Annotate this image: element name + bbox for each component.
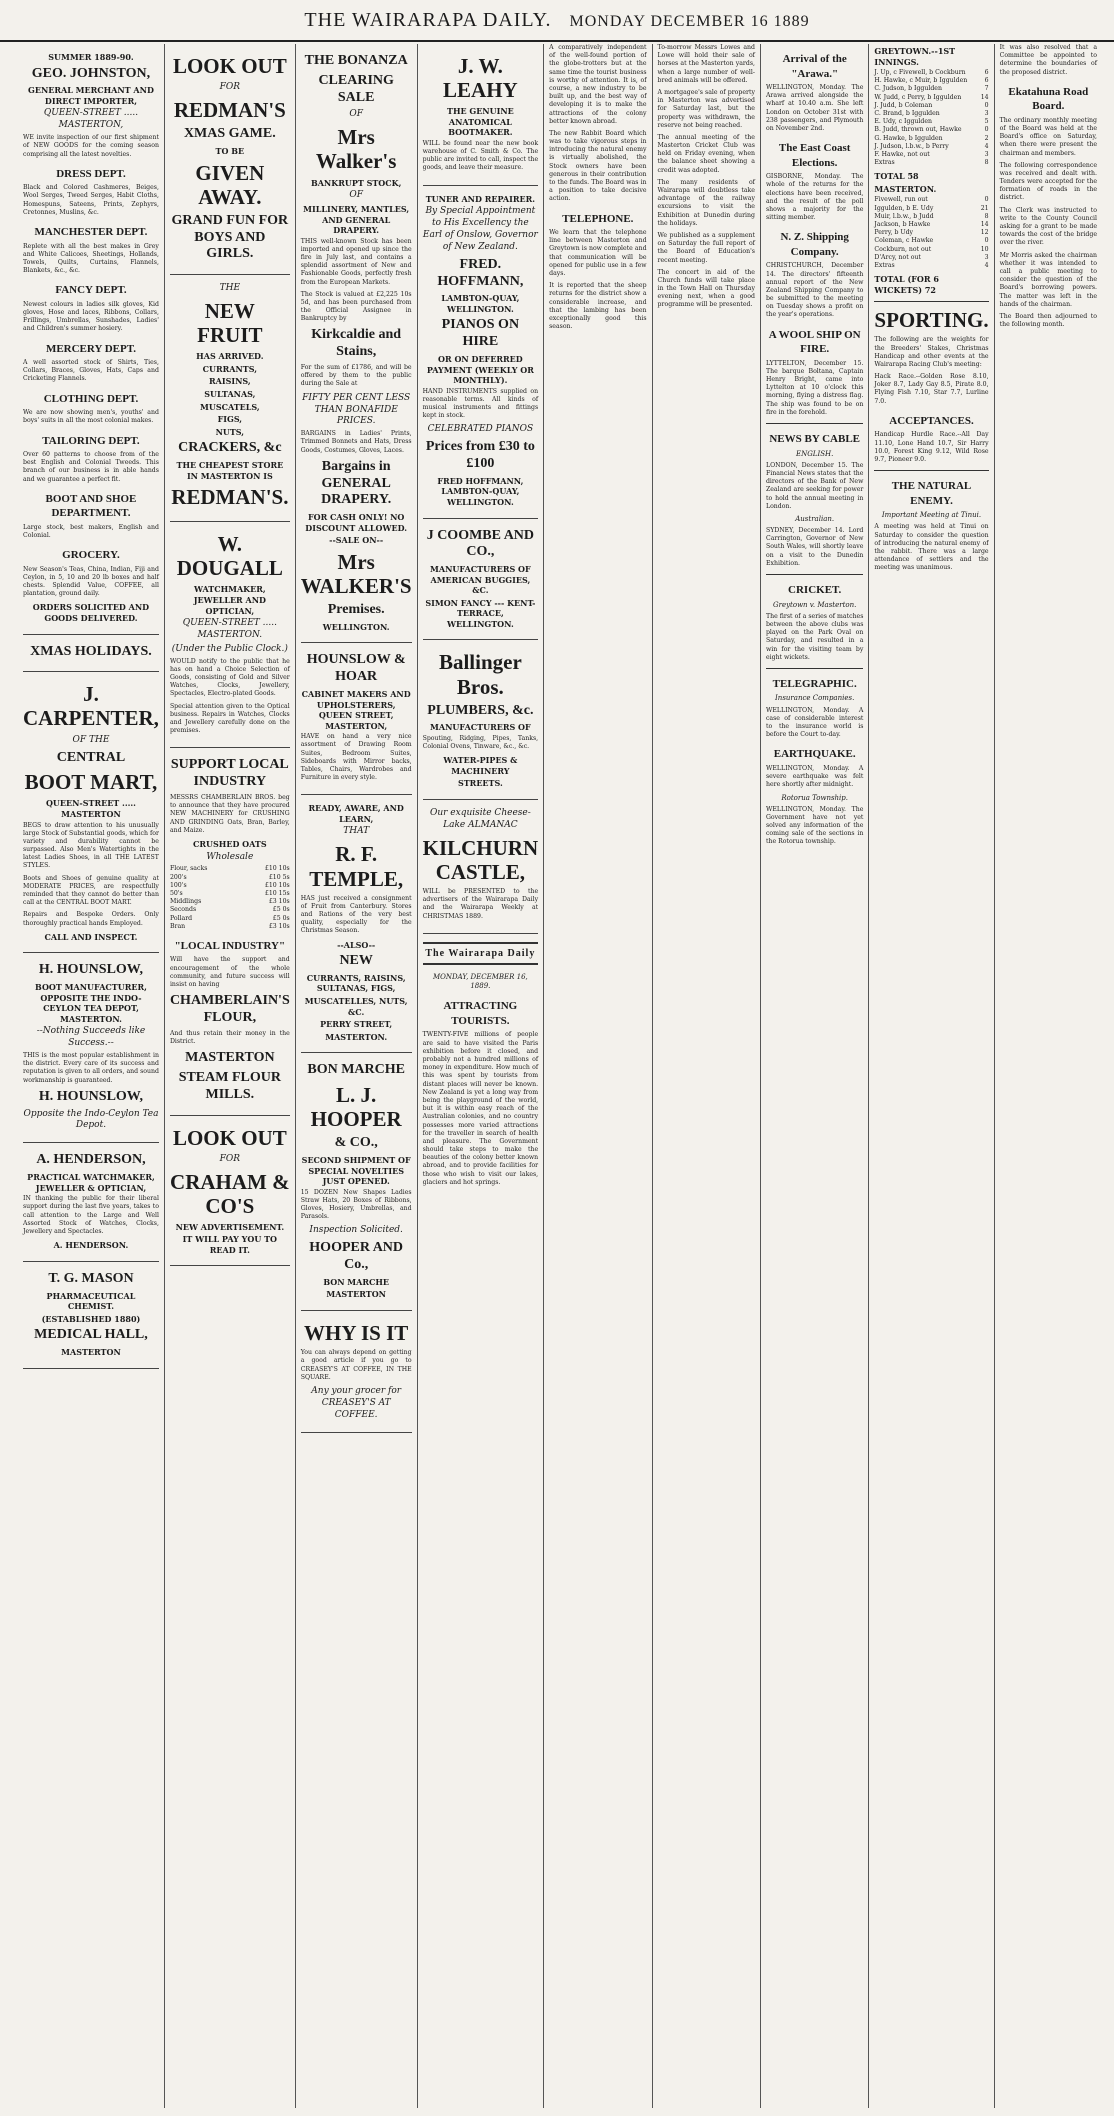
ad-place: QUEEN-STREET ..... MASTERTON,	[43, 108, 139, 131]
article-text: The Clerk was instructed to write to the County Council asking for a grant to be made towards the cost of the bridge over the river.	[999, 206, 1098, 247]
sporting-heading: SPORTING.	[874, 308, 989, 333]
score-row: F. Hawke, not out 3	[874, 150, 989, 158]
ad-grand-fun: GRAND FUN FOR BOYS AND GIRLS.	[171, 212, 289, 262]
ad-name: L. J. HOOPER	[310, 1083, 402, 1132]
ad-bon-marche2: BON MARCHE	[323, 1276, 390, 1287]
ad-lookout: LOOK OUT	[172, 54, 287, 78]
ad-text: Spouting, Ridging, Pipes, Tanks, Colonial Ovens, Tinware, &c., &c.	[422, 735, 539, 751]
ad-musc: MUSCATELLES, NUTS, &C.	[304, 996, 408, 1017]
article-text: CHRISTCHURCH, December 14. The directors' fifteenth annual report of the New Zealand Shipping Company to be submitted to the meeting on Tuesday shows a profit on the year's operations.	[765, 262, 864, 319]
ad-hall: MEDICAL HALL,	[34, 1327, 148, 1343]
ad-kilchurn: KILCHURN CASTLE,	[422, 835, 539, 884]
ad-name: J. CARPENTER,	[23, 682, 159, 731]
score-row: Extras 8	[874, 159, 989, 167]
ad-xmas-holidays	[23, 635, 159, 673]
score-row: Perry, b Udy 12	[874, 229, 989, 237]
ad-role: THE GENUINE ANATOMICAL BOOTMAKER.	[446, 106, 514, 138]
ad-flour-name: CHAMBERLAIN'S FLOUR,	[169, 993, 290, 1025]
divider	[766, 574, 863, 575]
column-8	[869, 44, 994, 2108]
column-2	[165, 44, 296, 2108]
newspaper-title: THE WAIRARAPA DAILY.	[304, 9, 552, 31]
nameplate-date: MONDAY, DECEMBER 16, 1889.	[432, 972, 528, 991]
article-text: To-morrow Messrs Lowes and Lowe will hold their sale of horses at the Masterton yards, when a large number of well-bred animals will be offered.	[657, 44, 755, 84]
ad-role: Opposite the Indo-Ceylon Tea Depot.	[23, 1108, 159, 1131]
score-row: Fivewell, run out 0	[874, 196, 989, 204]
section-text: Black and Colored Cashmeres, Beiges, Wool Serges, Tweed Serges, Habit Cloths, Homespuns, Sateens, Prints, Zephyrs, Cretonnes, Muslins, &c.	[23, 184, 159, 216]
article-subheading: Australian.	[795, 514, 835, 523]
fruit-item: SULTANAS,	[204, 388, 256, 399]
section-text: We are now showing men's, youths' and boys' suits in all the most colonial makes.	[23, 409, 159, 425]
divider	[766, 423, 863, 424]
article-subheading: Greytown v. Masterton.	[773, 600, 857, 609]
section-heading: GROCERY.	[62, 549, 120, 562]
article-text: The following are the weights for the Breeders' Stakes, Christmas Handicap and other events at the Wairarapa Racing Club's meeting:	[874, 336, 989, 368]
section-text: A well assorted stock of Shirts, Ties, Collars, Braces, Gloves, Hats, Caps and Cricketing Flannels.	[23, 359, 159, 383]
article-text: WELLINGTON, Monday. A case of considerable interest to the insurance world is before the Court to-day.	[765, 706, 864, 739]
score-row: Iggulden, b E. Udy 21	[874, 204, 989, 212]
section-text: New Season's Teas, China, Indian, Fiji and Ceylon, in 5, 10 and 20 lb boxes and half chests. Splendid Value, COFFEE, all plantation, ground daily.	[23, 565, 159, 598]
ad-signature: A. HENDERSON.	[53, 1240, 129, 1251]
price-row: Bran £3 10s	[169, 922, 290, 930]
ad-text: THIS well-known Stock has been imported and opened up since the fire in July last, and contains a splendid assortment of New and Fashionable Goods, perfectly fresh from the European Markets.	[300, 237, 412, 286]
price-row: 200's £10 5s	[169, 873, 290, 881]
section-heading: MANCHESTER DEPT.	[34, 226, 148, 239]
ad-fifty: FIFTY PER CENT LESS THAN BONAFIDE PRICES.	[302, 392, 411, 427]
ad-co: & CO.,	[334, 1135, 378, 1151]
article-text: The following correspondence was received and dealt with. Tenders were accepted for the formation of roads in the district.	[999, 161, 1098, 202]
ad-name: GEO. JOHNSTON,	[31, 65, 151, 81]
ad-clearing: CLEARING SALE	[318, 72, 394, 105]
article-subheading: Insurance Companies.	[775, 694, 855, 703]
section-text: Newest colours in ladies silk gloves, Kid gloves, Hose and laces, Ribbons, Collars, Frillings, Umbrellas, Sunshades, Ladies' and Children's summer hosiery.	[23, 300, 159, 333]
article-subheading: Rotorua Township.	[781, 793, 848, 802]
score-row: W. Judd, c Perry, b Iggulden 14	[874, 93, 989, 101]
editorial-text: TWENTY-FIVE millions of people are said to have visited the Paris exhibition before it closed, and probably not a hundred millions of money in expenditure. How much of this was spent by tourists from distant places will never be known. New Zealand is yet a long way from being the playground of the world, but it is within easy reach of the Australian colonies, and no country possesses more varied attractions for the traveller in search of health and pleasure. The Government should take steps to make the beauties of the colony better known abroad, and to provide facilities for those who wish to visit our lakes, glaciers and hot springs.	[422, 1031, 539, 1186]
article-heading: Ekatahuna Road Board.	[1008, 85, 1089, 113]
ad-walker: Mrs Walker's	[315, 125, 397, 174]
ad-bankrupt: BANKRUPT STOCK,	[310, 177, 402, 188]
ad-new: NEW	[339, 953, 373, 969]
ad-hooper-name: HOOPER AND Co.,	[309, 1240, 404, 1273]
ad-name: J. W. LEAHY	[443, 54, 518, 103]
ad-place: MASTERTON	[326, 1289, 386, 1300]
column-5	[544, 44, 652, 2108]
column-7	[761, 44, 869, 2108]
article-text: LONDON, December 15. The Financial News states that the directors of the Bank of New Zealand are seeking for power to hold the annual meeting in London.	[765, 461, 864, 510]
ad-text: IN thanking the public for their liberal support during the last five years, takes to call attention to the Large and Well Assorted Stock of Watches, Clocks, Jewellery and Spectacles.	[23, 1195, 159, 1235]
ad-redmans-game	[170, 44, 290, 275]
ad-text: Will have the support and encouragement of the whole community, and future success will insist on having	[169, 956, 290, 988]
ad-place: QUEEN-STREET ..... MASTERTON.	[182, 618, 277, 640]
article-text: The Board then adjourned to the following month.	[999, 312, 1098, 329]
ad-for: FOR	[219, 1153, 241, 1164]
ad-craham-title: CRAHAM & CO'S	[170, 1169, 290, 1218]
ad-cheapest: THE CHEAPEST STORE IN MASTERTON IS	[176, 459, 284, 481]
column-3	[296, 44, 418, 2108]
ad-tel: FRED HOFFMANN, LAMBTON-QUAY, WELLINGTON.	[437, 475, 524, 507]
ad-henderson	[23, 1143, 159, 1261]
ad-bonanza	[301, 44, 412, 643]
scorecard-heading: MASTERTON.	[874, 183, 937, 194]
masthead	[0, 0, 1114, 42]
ad-new-adv: NEW ADVERTISEMENT.	[175, 1221, 285, 1232]
ad-role: MANUFACTURERS OF AMERICAN BUGGIES, &C.	[430, 564, 531, 596]
ad-premises: Premises.	[327, 602, 385, 618]
score-row: Cockburn, not out 10	[874, 245, 989, 253]
score-row: Jackson, b Hawke 14	[874, 221, 989, 228]
fruit-item: NUTS,	[215, 426, 245, 437]
ad-water: WATER-PIPES & MACHINERY	[443, 755, 518, 776]
ad-text: MESSRS CHAMBERLAIN BROS. beg to announce that they have procured NEW MACHINERY for CRUSHING AND GRINDING Oats, Bran, Barley, and Maize.	[169, 794, 290, 834]
article-heading: CRICKET.	[788, 584, 842, 597]
newspaper-date: MONDAY DECEMBER 16 1889	[569, 13, 810, 30]
ad-text: Boots and Shoes of genuine quality at MODERATE PRICES, are respectfully reminded that they cannot do better than call at the CENTRAL BOOT MART.	[23, 874, 159, 907]
article-text: A mortgagee's sale of property in Masterton was advertised for Saturday last, but the property was withdrawn, the reserve not being reached.	[657, 88, 755, 129]
ad-name: R. F. TEMPLE,	[309, 842, 404, 891]
score-row: Coleman, c Hawke 0	[874, 237, 989, 245]
ad-text: For the sum of £1786, and will be offered by them to the public during the Sale at	[300, 364, 412, 388]
article-text: The ordinary monthly meeting of the Board was held at the Board's office on Saturday, when there were present the chairman and members.	[999, 116, 1098, 157]
ad-redmans2: REDMAN'S.	[171, 485, 289, 510]
article-text: It is reported that the sheep returns for the district show a considerable increase, and that the lambing has been exceptionally good this season.	[549, 282, 647, 331]
ad-crackers: CRACKERS, &c	[178, 440, 282, 456]
divider	[874, 301, 988, 302]
ad-note: (Under the Public Clock.)	[171, 643, 288, 654]
ad-name: H. HOUNSLOW,	[38, 1088, 144, 1104]
article-subheading: Important Meeting at Tinui.	[881, 511, 982, 520]
ad-ready: READY, AWARE, AND LEARN,	[308, 803, 404, 824]
ad-or: OR ON DEFERRED PAYMENT (WEEKLY OR MONTHLY).	[426, 354, 534, 386]
newspaper-nameplate: The Wairarapa Daily	[423, 942, 539, 965]
scorecard-greytown	[874, 69, 988, 167]
article-heading: ACCEPTANCES.	[889, 414, 974, 427]
ad-kirkcaldie: Kirkcaldie and Stains,	[311, 327, 402, 360]
ad-almanac	[423, 800, 539, 934]
score-row: E. Udy, c Iggulden 5	[874, 118, 989, 126]
ad-text: You can always depend on getting a good article if you go to CREASEY'S AT COFFEE, IN THE SQUARE.	[300, 1349, 412, 1381]
ad-ans: Any your grocer for CREASEY'S AT COFFEE.	[311, 1385, 402, 1420]
ad-inspection: Inspection Solicited.	[309, 1225, 403, 1236]
ad-hooper	[301, 1053, 412, 1311]
column-9	[995, 44, 1102, 2108]
ad-place: LAMBTON-QUAY, WELLINGTON.	[441, 293, 520, 314]
scorecard-heading: GREYTOWN.--1ST INNINGS.	[874, 46, 956, 67]
price-row: 100's £10 10s	[169, 881, 290, 889]
ad-note: --Nothing Succeeds like Success.--	[36, 1026, 146, 1049]
divider	[766, 668, 863, 669]
ad-text: Special attention given to the Optical business. Repairs in Watches, Clocks and Jewellery carefully done on the premises.	[169, 702, 290, 735]
ad-celebrated: CELEBRATED PIANOS	[427, 424, 534, 435]
score-row: J. Up, c Fivewell, b Cockburn 6	[874, 69, 989, 77]
score-total: TOTAL (FOR 6 WICKETS) 72	[874, 274, 939, 295]
ad-text: HAS just received a consignment of Fruit from Canterbury. Stores and Rations of the very best quality, especially for the Christmas Season.	[300, 894, 412, 935]
article-heading: NEWS BY CABLE	[769, 433, 861, 445]
score-row: G. Hawke, b Iggulden 2	[874, 134, 989, 142]
editorial-heading: ATTRACTING TOURISTS.	[443, 1000, 518, 1027]
score-row: B. Judd, thrown out, Hawke 0	[874, 126, 989, 134]
article-heading: N. Z. Shipping Company.	[780, 231, 849, 258]
ad-bonanza-title: THE BONANZA	[304, 53, 408, 68]
article-text: WELLINGTON, Monday. A severe earthquake was felt here shortly after midnight.	[765, 764, 864, 789]
score-row: Muir, l.b.w., b Judd 8	[874, 212, 989, 220]
price-list-title: Wholesale	[206, 851, 254, 862]
section-text: Over 60 patterns to choose from of the best English and Colonial Tweeds. This branch of our business is in able hands and we guarantee a perfect fit.	[23, 451, 159, 483]
article-text: The first of a series of matches between the above clubs was played on the Park Oval on Saturday, and resulted in a win for the visiting team by eight wickets.	[765, 612, 864, 661]
ad-name: W. DOUGALL	[176, 532, 283, 581]
ad-also: --ALSO--	[337, 939, 376, 950]
ad-name: Ballinger Bros.	[438, 650, 522, 699]
ad-place: MASTERTON.	[325, 1031, 388, 1042]
score-row: Extras 4	[874, 261, 989, 269]
ad-masterton: MASTERTON	[185, 1050, 275, 1066]
ad-role: PRACTICAL WATCHMAKER, JEWELLER & OPTICIAN,	[27, 1172, 155, 1193]
article-text: We published as a supplement on Saturday the full report of the Board of Education's recent meeting.	[657, 231, 755, 264]
ad-pianos: PIANOS ON HIRE	[441, 317, 520, 350]
article-text: WELLINGTON, Monday. The Arawa arrived alongside the wharf at 10.40 a.m. She left London on October 31st with 238 passengers, and Plymouth on November 2nd.	[765, 84, 864, 132]
price-list	[170, 865, 290, 931]
score-row: J. Judson, l.b.w., b Perry 4	[874, 142, 989, 150]
article-text: A comparatively independent of the well-found portion of the globe-trotters but at the same time the tourist business is worthy of attention. It is, of course, a new industry to be built up, and the best way of developing it is to make the attractions of the colony better known abroad.	[549, 44, 647, 125]
price-row: Flour, sacks £10 10s	[169, 865, 290, 873]
ad-of-the: OF THE	[72, 734, 110, 745]
price-row: 50's £10 15s	[169, 889, 290, 897]
ad-currants: CURRANTS, RAISINS, SULTANAS, FIGS,	[306, 972, 406, 994]
article-heading: A WOOL SHIP ON FIRE.	[768, 328, 861, 356]
ad-est: (ESTABLISHED 1880)	[41, 1313, 141, 1324]
ad-pay: IT WILL PAY YOU TO READ IT.	[182, 1234, 277, 1255]
ad-craham	[170, 1116, 290, 1267]
ad-new-fruit	[170, 275, 290, 522]
article-subheading: ENGLISH.	[795, 449, 834, 458]
score-row: C. Brand, b Iggulden 3	[874, 110, 989, 118]
ad-place: QUEEN-STREET ..... MASTERTON	[45, 798, 136, 819]
article-text: It was also resolved that a Committee be appointed to determine the boundaries of the proposed district.	[999, 44, 1098, 76]
column-1	[18, 44, 165, 2108]
article-text: A meeting was held at Tinui on Saturday to consider the question of introducing the natural enemy of the rabbit. There was a large attendance of settlers and the meeting was unanimous.	[874, 523, 989, 572]
ad-name: J COOMBE AND CO.,	[426, 527, 535, 560]
article-heading: The East Coast Elections.	[778, 142, 851, 169]
ad-cash: FOR CASH ONLY! NO DISCOUNT ALLOWED.	[305, 512, 408, 533]
article-heading: TELEPHONE.	[562, 212, 634, 225]
ad-arrived: HAS ARRIVED.	[196, 351, 264, 362]
article-text: GISBORNE, Monday. The whole of the returns for the elections have been received, and the result of the poll shows a majority for the sitting member.	[765, 173, 864, 222]
ad-ballinger	[423, 640, 539, 800]
ad-role: GENERAL MERCHANT AND DIRECT IMPORTER,	[28, 85, 154, 106]
ad-leahy	[423, 44, 539, 186]
fruit-item: CURRANTS,	[202, 363, 258, 374]
ad-mrs-walker: Mrs WALKER'S	[300, 549, 412, 598]
section-text: Large stock, best makers, English and Colonial.	[23, 523, 159, 539]
ad-lookout: LOOK OUT	[172, 1125, 287, 1150]
ad-place: MASTERTON	[61, 1346, 121, 1357]
section-heading: TAILORING DEPT.	[42, 434, 140, 447]
article-text: SYDNEY, December 14. Lord Carrington, Governor of New South Wales, will shortly leave on a visit to the Dunedin Exhibition.	[765, 527, 864, 567]
ad-general: Bargains in GENERAL DRAPERY.	[321, 458, 392, 508]
ad-manuf: MANUFACTURERS OF	[430, 722, 531, 733]
column-4	[418, 44, 545, 2108]
ad-coombe	[423, 519, 539, 641]
score-row: C. Judson, b Iggulden 7	[874, 85, 989, 93]
article-text: We learn that the telephone line between Masterton and Greytown is now complete and that communication will be opened for public use in a few days.	[549, 229, 647, 278]
ad-new-fruit-title: NEW FRUIT	[197, 299, 263, 348]
ad-second: SECOND SHIPMENT OF SPECIAL NOVELTIES JUST OPENED.	[301, 1155, 411, 1187]
ad-local: "LOCAL INDUSTRY"	[174, 939, 286, 952]
section-heading: BOOT AND SHOE DEPARTMENT.	[45, 492, 137, 520]
ad-why: WHY IS IT	[304, 1321, 409, 1346]
ad-hounslow	[23, 953, 159, 1143]
article-text: The concert in aid of the Church funds will take place in the Town Hall on Thursday evening next, when a good programme will be presented.	[657, 268, 755, 309]
ad-perry: PERRY STREET,	[320, 1019, 393, 1030]
price-row: Seconds £5 0s	[169, 906, 290, 914]
score-row: J. Judd, b Coleman 0	[874, 101, 989, 109]
ad-prices: Prices from £30 to £100	[425, 439, 535, 472]
score-row: D'Arcy, not out 3	[874, 253, 989, 261]
article-text: LYTTELTON, December 15. The barque Boltana, Captain Henry Bright, came into Lyttelton at 10 o'clock this morning, flying a distress flag. The ship was found to be on fire in the forehold.	[765, 359, 864, 416]
section-heading: DRESS DEPT.	[56, 167, 126, 180]
price-row: Middlings £3 10s	[169, 898, 290, 906]
ad-of2: OF	[349, 190, 363, 201]
section-heading: CLOTHING DEPT.	[43, 392, 139, 405]
ad-almanac-intro: Our exquisite Cheese-Lake ALMANAC	[429, 808, 531, 830]
ad-heading: XMAS HOLIDAYS.	[30, 643, 152, 659]
ad-footer: ORDERS SOLICITED AND GOODS DELIVERED.	[32, 602, 150, 623]
ad-appoint: By Special Appointment to His Excellency the Earl of Onslow, Governor of New Zealand.	[422, 206, 538, 252]
article-text: WELLINGTON, Monday. The Government have not yet solved any information of the coming sale of the sections in the Rotorua township.	[765, 805, 864, 846]
ad-central: CENTRAL	[56, 749, 126, 765]
ad-street: STREETS.	[457, 778, 503, 789]
ad-text: BEGS to draw attention to his unusually large Stock of Substantial goods, which for variety and durability cannot be surpassed. Also Men's Watertights in the latest Ladies Shoes, in all THE LATEST STYLES.	[23, 821, 159, 870]
ad-for: FOR	[219, 82, 241, 93]
ad-wellington: WELLINGTON.	[322, 621, 390, 632]
ad-footer: CALL AND INSPECT.	[44, 931, 138, 942]
ad-mason	[23, 1262, 159, 1369]
ad-name: A. HENDERSON,	[36, 1152, 146, 1168]
ad-carpenter	[23, 672, 159, 953]
ad-xmas-game: XMAS GAME.	[183, 126, 276, 142]
ad-text: 15 DOZEN New Shapes Ladies Straw Hats, 20 Boxes of Ribbons, Gloves, Hosiery, Umbrellas, and Parasols.	[300, 1188, 412, 1221]
article-heading: THE NATURAL ENEMY.	[891, 480, 972, 507]
ad-text: And thus retain their money in the District.	[169, 1029, 290, 1045]
ad-to-be: TO BE	[215, 145, 245, 156]
section-heading: MERCERY DEPT.	[45, 342, 136, 355]
ad-crushed: CRUSHED OATS	[193, 838, 267, 849]
ad-text: WOULD notify to the public that he has on hand a Choice Selection of Goods, consisting of Gold and Silver Watches, Clocks, Jewellery, Spectacles, Electro-plated Goods.	[169, 657, 290, 698]
ad-season: SUMMER 1889-90.	[48, 52, 134, 62]
ad-saleon: --SALE ON--	[329, 535, 384, 546]
ad-mills: STEAM FLOUR MILLS.	[178, 1069, 281, 1102]
ad-role: WATCHMAKER, JEWELLER AND OPTICIAN,	[193, 584, 266, 616]
article-heading: TELEGRAPHIC.	[772, 677, 857, 690]
fruit-item: MUSCATELS,	[199, 401, 260, 412]
ad-role: PHARMACEUTICAL CHEMIST.	[46, 1290, 136, 1312]
ad-temple	[301, 795, 412, 1053]
ad-dougall	[170, 522, 290, 748]
score-row: H. Hawke, c Muir, b Iggulden 6	[874, 77, 989, 85]
fruit-item: RAISINS,	[208, 376, 251, 387]
ad-name: T. G. MASON	[48, 1270, 134, 1286]
ad-text: WILL be found near the new book warehouse of C. Smith & Co. The public are invited to call, inspect the goods, and leave their measure.	[422, 139, 539, 172]
ad-heading: SUPPORT LOCAL INDUSTRY	[170, 757, 289, 790]
ad-text: WILL be PRESENTED to the advertisers of the Wairarapa Daily and the Wairarapa Weekly at CHRISTMAS 1889.	[422, 888, 539, 920]
article-text: Handicap Hurdle Race.--All Day 11.10, Lone Hand 10.7, Sir Harry 10.0, Forest King 9.12, Wild Rose 9.7, Pioneer 9.0.	[874, 431, 989, 463]
ad-text: WE invite inspection of our first shipment of NEW GOODS for the coming season comprising all the latest novelties.	[23, 134, 159, 158]
article-text: The many residents of Wairarapa will doubtless take advantage of the railway excursions to visit the Exhibition at Dunedin during the holidays.	[657, 178, 755, 227]
ad-place: SIMON FANCY --- KENT-TERRACE, WELLINGTON.	[425, 597, 536, 629]
ad-hoffmann	[423, 186, 539, 519]
ad-name: FRED. HOFFMANN,	[437, 256, 524, 289]
ad-text: Repairs and Bespoke Orders. Only thoroughly practical hands Employed.	[23, 911, 159, 927]
divider	[874, 470, 988, 471]
ad-role: CABINET MAKERS AND UPHOLSTERERS, QUEEN STREET, MASTERTON,	[301, 689, 411, 731]
article-heading: EARTHQUAKE.	[773, 748, 856, 761]
ad-text: THIS is the most popular establishment in the district. Every care of its success and reputation is given to all orders, and sound workmanship is guaranteed.	[23, 1052, 159, 1084]
ad-name: HOUNSLOW & HOAR	[306, 652, 406, 685]
ad-bon-marche: BON MARCHE	[307, 1062, 405, 1078]
ad-tuner: TUNER AND REPAIRER.	[425, 193, 536, 204]
ad-text: The Stock is valued at £2,225 10s 5d, and has been purchased from the Official Assignee in Bankruptcy by	[300, 290, 412, 323]
ad-boot-mart: BOOT MART,	[24, 770, 158, 795]
scorecard-masterton	[874, 196, 988, 270]
ad-the: THE	[219, 283, 241, 294]
ad-role: BOOT MANUFACTURER, OPPOSITE THE INDO-CEYLON TEA DEPOT, MASTERTON.	[35, 982, 147, 1024]
section-text: Replete with all the best makes in Grey and White Calicoes, Sheetings, Hollands, Towels, Quilts, Curtains, Flannels, Blankets, &c., &c.	[23, 242, 159, 275]
ad-redmans: REDMAN'S	[173, 98, 286, 123]
ad-chamberlain	[170, 748, 290, 1115]
article-text: The new Rabbit Board which was to take vigorous steps in introducing the natural enemy is virtually abolished, the Stock owners have been generous in their contribution to the funds. The Board was in a position to take decisive action.	[549, 129, 647, 203]
ad-plumbers: PLUMBERS, &c.	[427, 702, 534, 718]
ad-of: OF	[349, 109, 363, 120]
ad-text: HAVE on hand a very nice assortment of Drawing Room Suites, Bedroom Suites, Sideboards with Mirror backs, Tables, Chairs, Wardrobes and Furniture in every style.	[300, 733, 412, 782]
page-columns	[18, 44, 1102, 2108]
article-text: Mr Morris asked the chairman whether it was intended to call a public meeting to consider the question of the Board's borrowing powers. The matter was left in the hands of the chairman.	[999, 251, 1098, 308]
ad-given: GIVEN AWAY.	[195, 160, 265, 209]
article-heading: Arrival of the "Arawa."	[782, 53, 847, 80]
ad-text: BARGAINS in Ladies' Prints, Trimmed Bonnets and Hats, Dress Goods, Costumes, Gloves, Laces.	[300, 430, 412, 454]
ad-name: H. HOUNSLOW,	[38, 962, 144, 978]
score-total: TOTAL 58	[874, 171, 919, 182]
ad-millinery: MILLINERY, MANTLES, AND GENERAL DRAPERY.	[303, 203, 410, 236]
ad-geo-johnston	[23, 44, 159, 635]
section-heading: FANCY DEPT.	[55, 284, 127, 297]
ad-text: HAND INSTRUMENTS supplied on reasonable terms. All kinds of musical instruments and fittings kept in stock.	[422, 387, 539, 420]
article-text: Hack Race.--Golden Rose 8.10, Joker 8.7, Lady Gay 8.5, Pirate 8.0, Flying Fish 7.10, Star 7.7, Lurline 7.0.	[874, 373, 989, 405]
price-row: Pollard £5 0s	[169, 914, 290, 922]
ad-creasey	[301, 1311, 412, 1433]
ad-hounslow-hoar	[301, 643, 412, 795]
ad-that: THAT	[343, 826, 370, 837]
column-6	[653, 44, 761, 2108]
fruit-item: FIGS,	[217, 414, 243, 425]
article-text: The annual meeting of the Masterton Cricket Club was held on Friday evening, when the balance sheet showing a credit was adopted.	[657, 133, 755, 174]
